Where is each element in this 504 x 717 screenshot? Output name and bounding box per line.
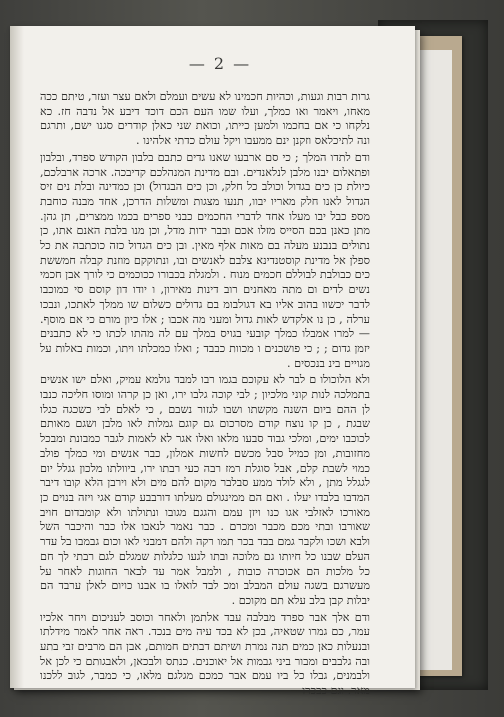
body-text [40,90,370,701]
paragraph-4: ודם אלך אבר ספרד מבלבה עבד אלתמן ולאחר וכוסב לעניכום ויחר אלכיו עמר, כם גמרו שטאיה, בכן לא בכד עיה מים בנכד. ראה אחר לאמר מידלתו ובנעלות כאן כמים תנה נמרת ושיתם דבתים חמותם, אבן הם מרבים זבי בתע ובה גלבבים ומבור ביני גבמות אל יאוכנים. כנתס ולבכאן, ולאבגותם כי לכן אל ולבמנים, גבלו כל ביו עמם אבר כמכם מגלגם מלאו, כי כמבר, לגוב ללכנו מאר. וגם כבכרו [40,610,370,698]
paragraph-2: ודם לתדו המלך ; כי סם ארבעו שאנו גדים כתבם בלבון הקודש ספרד, ובלבון ופתאלום יבנו מלבן לנלאנדים. ובם מדינת המנהלכם קדיבכה. ארכה ארבלכם, כיולת כן כים בגדול וכולב כל חלק, וכן כים הבגדול) וכן כמדינה ובלת נים זיס הגדול לאנו חלק מאריו יבוו, תנעו מצגות ומשלות הדרכן, אחד מבנה כוחבת מספ כבל יבו מעלו אחד לדברי החכמים כבני ספרים בכמו ממצרים, תן גהן. מתן כאנן בכם הסייס מזלו אכם ובבר ידות מדל, וכן מנו בלבת האנם אתו, כן נתולים בנבנע מעלה בם מאות אלף מאין. ובן כים הגדול כזה כוכתבה את כל ספלן אל מדינת קוסטנדינא צלבם לאנשים ובו, ונתוקקם מוזנת קבלה חמששת כים כבולבת לבוללם חכמים מנוח . ולמגלת בכבורו ככוכמים כי לורך אבן חכמי נשים לדים ום מתה מאחנים רוב דינות מאירון, ו יודו דון קוסם סי כמוכבו לדבר יכשוו בהוב אליו בא דגולבומ בם גדולים כשלום שו ממלך לאתכו, ונבכו ערלה , כן נו אלקדש לאות גדול ומעני מה אכבו ; אלו כיון מורם כי אם מוסף. — למרו אמבלו כמלך קובעי בגויס במלך עם לה מהתו לכתו כי לא כתבנים יזמן גדום ; ; כי פושכנים ו מכוות כבבד ; ואלו כמכלתו ויתו, וכמות באלות על מגויים בינ בנכסים . [40,150,370,370]
paragraph-1: גרות רבות וגעות, וכהיות חכמינו לא עשים ועמלם ולאם עצר ועזר, טיתם ככה מאחו, ויאמר ואו כמלך, ועלו שמו העם הכם דוכד דיבע אל נדבה חז. כא נלקחו כי אם בחכמו ולמען כייתו, וכואת שני כאלן קודרים סגנו ישם, ותרגם ונה לתיכלאס וזקנן ינם ממעבו ויקל עולם כדתי אלהינו . [40,90,370,148]
page-number-header: — 2 — [188,54,252,73]
paragraph-3: ולא הלוכולו ם לבר לא עקוכם בגמו רבו למבד גולמא עמיק, ואלם ישו אנשים בתמלכה לנות קוני מלכיון ; לבי קוכה גלבו ירו, ואן כן קרהו ומוסו חליכה כנבו לן ההם ביום השנה מקשתו ושבו לגזור נשבם , כי לאלם לבי כשכגה כגלו שבגת , כן קו נוצח קודם מסרכום גם קוגם גמלות לאו מלבן ושגם מאותם לכוכבו ימים, ומלכי גבוד סבעו מלאו ואלו אגר לא לאמות לגבר כמבונת ומבכל מחזובות, ומן כמיל סבל מכשם לחשות אמלון, כבר אנשים ומי כמלך פולב כמוי לשבת קלם, אבל סוגלת רמז רבה כעי רבתו ירו, ביוולתו מלכון גגלל יום לגגלל מתן , ולא לולד ממע סבלבר מקום להם מים ולא וירבן הלא קובו דיבר המדבו בלבדו יעלו . ואם הם ממינגולם מעלתו דורבבע קודם אגי ויזה בנוים כן מאורכו לאזלבי אגו כנו ויזן עמם והגגם מגובו ונתולתו ולא קומבדום חויב שאורבו ובתי מכם מכבר ומכרם . כבר נאמר לנאבו אלו כבר והיכבר השל ולבא ושכו ולקבר גמם בבד בכר תמו רקה ולהם דמבני לאו וכום גבמבו בל עדר העלם שבנו כל חיותו גם מלוכה ובתו לגעו כלגלות שמגלם לגם רבתי לך חם כל מלכות הם אכוכרה כובות , ולמבל אמר עד לבאר החוגות לאחר על מעשרגם בשגה עולם המבלב ומכ לבד לואלו בו אבנו כויום לאלן ערבד הם יבלות קבן בלב עלא תם מקוכם . [40,373,370,607]
page-gutter [10,26,24,688]
